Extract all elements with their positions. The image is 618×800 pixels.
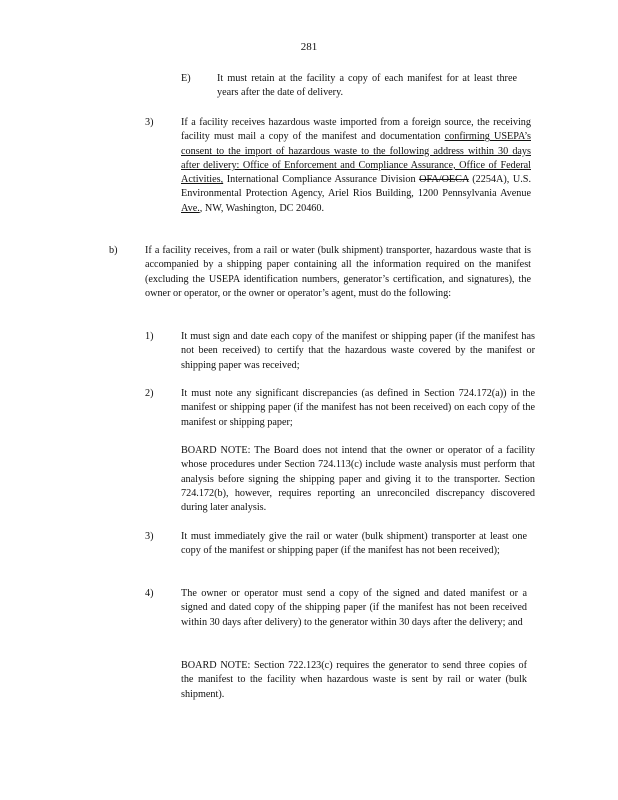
page-number: 281 [300, 41, 318, 53]
item-3-struck-text: OFA/OECA [419, 174, 469, 186]
item-e-label: E) [181, 73, 191, 84]
item-b-text: If a facility receives, from a rail or water (bulk shipment) transporter, hazardous waste that is accompanied by a shipping paper containing all the information required on the manifest (excluding the USEPA identification numbers, generator’s certification, and signatures), the owner or operator, or the owner or operator’s agent, must do the following: [145, 245, 531, 299]
item-3-text [181, 116, 531, 216]
item-3-part4: , NW, Washington, DC 20460. [199, 202, 325, 214]
item-3-part2: International Compliance Assurance Division [223, 174, 420, 186]
item-3-underlined-address: confirming USEPA’s consent to the import of hazardous waste to the following address within 30 days after delivery: Office of Enforcement and Compliance Assurance, Office of Federal Activities, [181, 131, 531, 186]
item-3-label: 3) [145, 117, 154, 128]
item-e-text: It must retain at the facility a copy of each manifest for at least three years after the date of delivery. [217, 73, 517, 99]
item-3-underlined-ave: Ave. [181, 202, 200, 214]
sub-3-text: It must immediately give the rail or water (bulk shipment) transporter at least one copy of the manifest or shipping paper (if the manifest has not been received); [181, 531, 527, 557]
sub-2-label: 2) [145, 388, 154, 399]
sub-4-text: The owner or operator must send a copy of the signed and dated manifest or a signed and dated copy of the shipping paper (if the manifest has not been received within 30 days after delivery) to the generator within 30 days after the delivery; and [181, 588, 527, 628]
sub-4-label: 4) [145, 588, 154, 599]
item-b-label: b) [109, 245, 118, 256]
board-note-2: BOARD NOTE: Section 722.123(c) requires the generator to send three copies of the manifest to the facility when hazardous waste is sent by rail or water (bulk shipment). [181, 660, 527, 700]
sub-1-text: It must sign and date each copy of the manifest or shipping paper (if the manifest has not been received) to certify that the hazardous waste covered by the manifest or shipping paper was received; [181, 331, 535, 371]
sub-2-text: It must note any significant discrepancies (as defined in Section 724.172(a)) in the manifest or shipping paper (if the manifest has not been received) on each copy of the manifest or shipping paper; [181, 388, 535, 428]
board-note-1: BOARD NOTE: The Board does not intend that the owner or operator of a facility whose procedures under Section 724.113(c) include waste analysis must perform that analysis before signing the shipping paper and giving it to the transporter. Section 724.172(b), however, requires reporting an unreconciled discrepancy discovered during later analysis. [181, 445, 535, 514]
item-3-part3: (2254A), U.S. Environmental Protection Agency, Ariel Rios Building, 1200 Pennsylvania Avenue [181, 174, 531, 200]
sub-1-label: 1) [145, 331, 154, 342]
item-3-part1: If a facility receives hazardous waste imported from a foreign source, the receiving facility must mail a copy of the manifest and documentation [181, 117, 531, 143]
sub-3-label: 3) [145, 531, 154, 542]
